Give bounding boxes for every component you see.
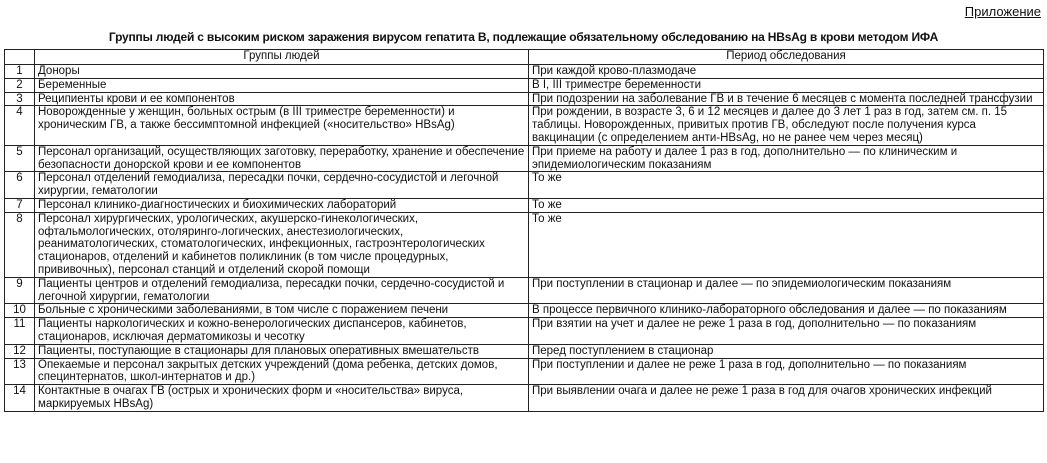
table-row	[5, 212, 1044, 277]
table-row	[5, 65, 1044, 79]
row-number: 2	[5, 78, 35, 92]
table-row	[5, 318, 1044, 345]
row-number: 1	[5, 65, 35, 79]
row-group: Новорожденные у женщин, больных острым (в III триместре беременности) и хроническим ГВ, а также бессимптомной инфекцией («носительство» HBsAg)	[35, 106, 529, 145]
table-row	[5, 106, 1044, 145]
header-period: Период обследования	[529, 50, 1044, 65]
table-header-row	[5, 50, 1044, 65]
table-row	[5, 304, 1044, 318]
row-group: Персонал отделений гемодиализа, пересадки почки, сердечно-сосудистой и легочной хирургии, гематологии	[35, 172, 529, 199]
row-period: При поступлении в стационар и далее — по эпидемиологическим показаниям	[529, 277, 1044, 304]
table-row	[5, 145, 1044, 172]
row-group: Доноры	[35, 65, 529, 79]
row-number: 14	[5, 385, 35, 412]
row-period: При приеме на работу и далее 1 раз в год, дополнительно — по клиническим и эпидемиологическим показаниям	[529, 145, 1044, 172]
table-row	[5, 198, 1044, 212]
row-period: То же	[529, 172, 1044, 199]
row-period: То же	[529, 198, 1044, 212]
row-group: Персонал хирургических, урологических, акушерско-гинекологических, офтальмологических, отоляринго-логических, анестезиологических, реаниматологических, стоматологических, инфекционных, гастроэнтерологических стационаров, отделений и кабинетов поликлиник (в том числе процедурных, прививочных), персонал станций и отделений скорой помощи	[35, 212, 529, 277]
row-group: Пациенты центров и отделений гемодиализа, пересадки почки, сердечно-сосудистой и легочной хирургии, гематологии	[35, 277, 529, 304]
row-period: В процессе первичного клинико-лабораторного обследования и далее — по показаниям	[529, 304, 1044, 318]
header-num	[5, 50, 35, 65]
row-group: Персонал организаций, осуществляющих заготовку, переработку, хранение и обеспечение безопасности донорской крови и ее компонентов	[35, 145, 529, 172]
row-period: При рождении, в возрасте 3, 6 и 12 месяцев и далее до 3 лет 1 раз в год, затем см. п. 15 таблицы. Новорожденных, привитых против ГВ, обследуют после получения курса вакцинации (с определением анти-HBsAg, но не ранее чем через месяц)	[529, 106, 1044, 145]
row-number: 7	[5, 198, 35, 212]
row-period: То же	[529, 212, 1044, 277]
row-period: В I, III триместре беременности	[529, 78, 1044, 92]
row-period: При подозрении на заболевание ГВ и в течение 6 месяцев с момента последней трансфузии	[529, 92, 1044, 106]
row-number: 12	[5, 344, 35, 358]
row-group: Персонал клинико-диагностических и биохимических лабораторий	[35, 198, 529, 212]
table-row	[5, 172, 1044, 199]
row-group: Пациенты, поступающие в стационары для плановых оперативных вмешательств	[35, 344, 529, 358]
row-number: 13	[5, 358, 35, 385]
row-group: Реципиенты крови и ее компонентов	[35, 92, 529, 106]
row-number: 5	[5, 145, 35, 172]
row-group: Пациенты наркологических и кожно-венерологических диспансеров, кабинетов, стационаров, исключая дерматомикозы и чесотку	[35, 318, 529, 345]
table-row	[5, 358, 1044, 385]
header-group: Группы людей	[35, 50, 529, 65]
row-group: Опекаемые и персонал закрытых детских учреждений (дома ребенка, детских домов, специнтернатов, школ-интернатов и др.)	[35, 358, 529, 385]
row-period: При взятии на учет и далее не реже 1 раза в год, дополнительно — по показаниям	[529, 318, 1044, 345]
table-row	[5, 385, 1044, 412]
row-period: Перед поступлением в стационар	[529, 344, 1044, 358]
row-number: 8	[5, 212, 35, 277]
row-number: 11	[5, 318, 35, 345]
row-group: Беременные	[35, 78, 529, 92]
table-row	[5, 344, 1044, 358]
row-number: 3	[5, 92, 35, 106]
row-group: Контактные в очагах ГВ (острых и хронических форм и «носительства» вируса, маркируемых HBsAg)	[35, 385, 529, 412]
row-period: При выявлении очага и далее не реже 1 раза в год для очагов хронических инфекций	[529, 385, 1044, 412]
table-row	[5, 78, 1044, 92]
document-title: Группы людей с высоким риском заражения вирусом гепатита В, подлежащие обязательному обследованию на HBsAg в крови методом ИФА	[108, 30, 939, 44]
row-number: 6	[5, 172, 35, 199]
row-number: 10	[5, 304, 35, 318]
row-number: 9	[5, 277, 35, 304]
screening-table	[4, 49, 1044, 412]
row-period: При каждой крово-плазмодаче	[529, 65, 1044, 79]
appendix-label: Приложение	[964, 4, 1041, 19]
row-period: При поступлении и далее не реже 1 раза в год, дополнительно — по показаниям	[529, 358, 1044, 385]
row-group: Больные с хроническими заболеваниями, в том числе с поражением печени	[35, 304, 529, 318]
row-number: 4	[5, 106, 35, 145]
table-row	[5, 92, 1044, 106]
table-row	[5, 277, 1044, 304]
